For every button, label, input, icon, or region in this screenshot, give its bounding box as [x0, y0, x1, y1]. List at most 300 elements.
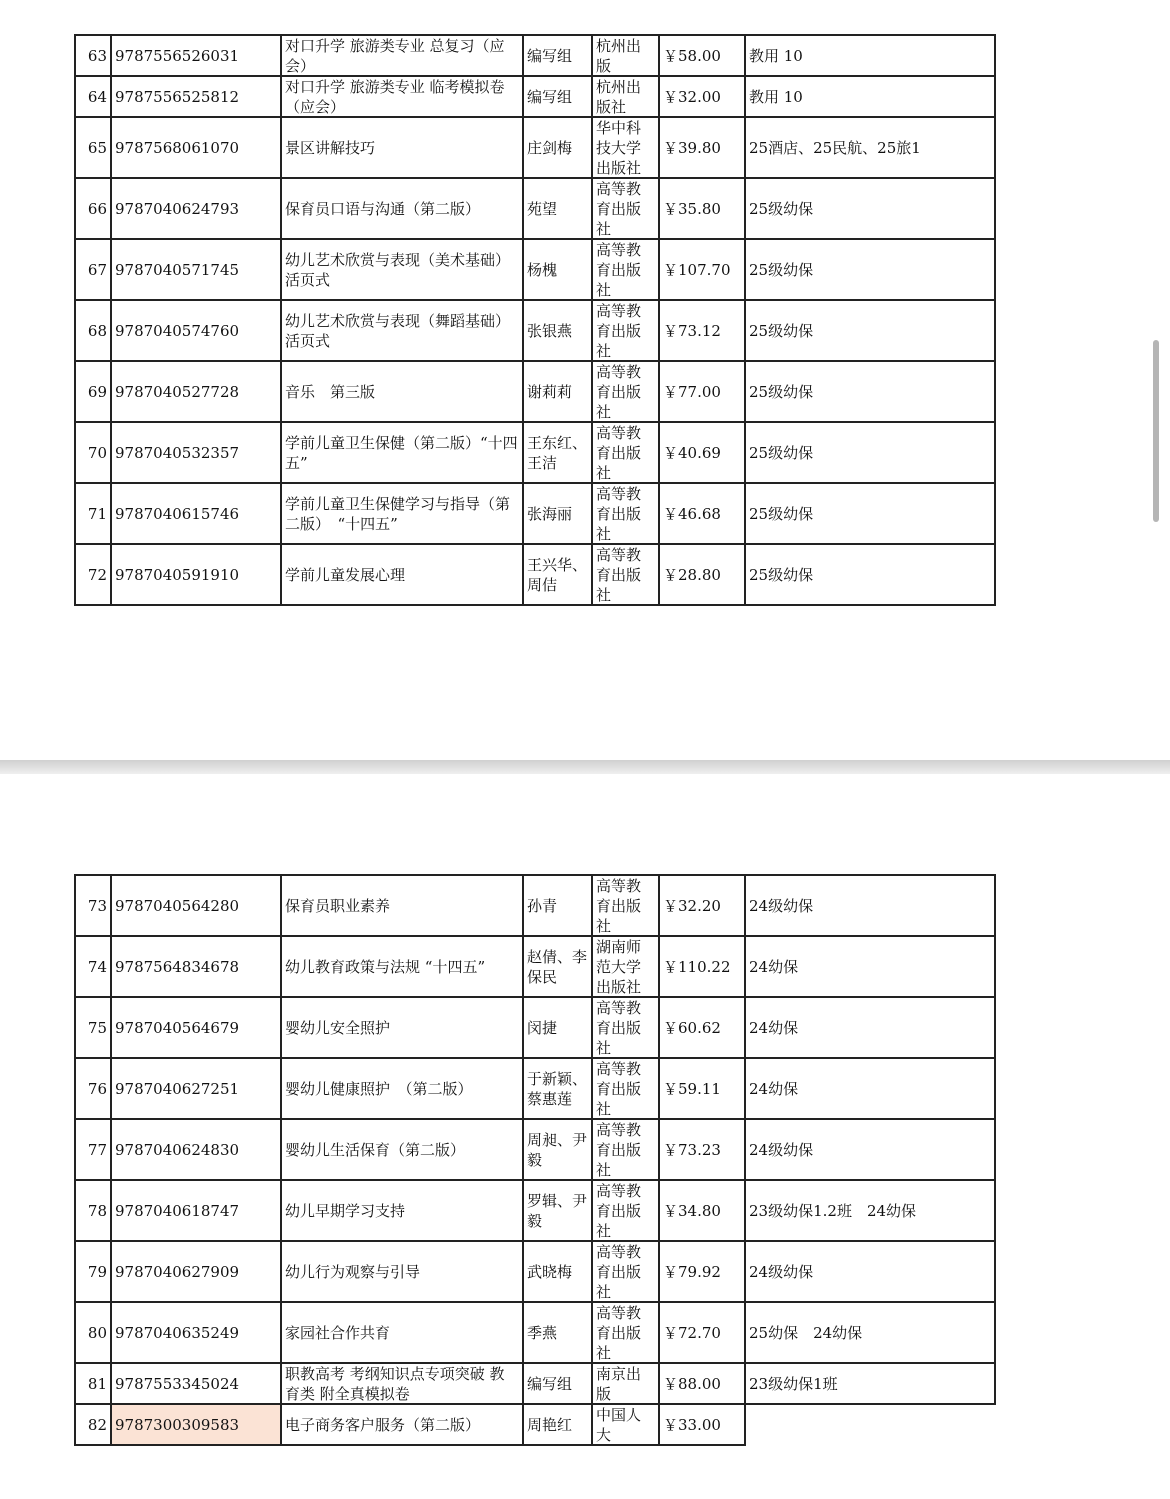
cell-publisher — [592, 239, 659, 300]
no-text: 78 — [87, 1201, 107, 1220]
note-text: 24幼保 — [749, 1018, 799, 1037]
cell-note — [745, 1302, 995, 1363]
cell-title — [281, 1058, 523, 1119]
cell-isbn — [111, 239, 281, 300]
cell-isbn — [111, 361, 281, 422]
price-text: ￥79.92 — [663, 1262, 721, 1281]
table-row — [75, 544, 995, 605]
table-row — [75, 178, 995, 239]
cell-author — [523, 875, 592, 936]
note-text: 24级幼保 — [749, 1140, 814, 1159]
author-text: 编写组 — [527, 1374, 573, 1393]
no-text: 72 — [87, 565, 107, 584]
cell-publisher — [592, 544, 659, 605]
cell-price — [659, 35, 745, 76]
cell-publisher — [592, 1241, 659, 1302]
cell-note — [745, 178, 995, 239]
cell-publisher — [592, 875, 659, 936]
cell-price — [659, 422, 745, 483]
cell-author — [523, 1302, 592, 1363]
cell-price — [659, 76, 745, 117]
cell-author — [523, 936, 592, 997]
note-text: 25级幼保 — [749, 565, 814, 584]
isbn-text: 9787040591910 — [115, 565, 240, 584]
isbn-text: 9787040627909 — [115, 1262, 240, 1281]
publisher-text: 高等教育出版社 — [596, 1304, 642, 1362]
author-text: 杨槐 — [527, 260, 558, 279]
table-row — [75, 483, 995, 544]
price-text: ￥39.80 — [663, 138, 721, 157]
cell-publisher — [592, 1404, 659, 1445]
cell-author — [523, 300, 592, 361]
isbn-text: 9787040527728 — [115, 382, 240, 401]
no-text: 64 — [87, 87, 107, 106]
no-text: 80 — [87, 1323, 107, 1342]
title-text: 对口升学 旅游类专业 临考模拟卷（应会） — [285, 78, 505, 116]
no-text: 74 — [87, 957, 107, 976]
cell-note — [745, 422, 995, 483]
cell-note — [745, 117, 995, 178]
note-text: 24级幼保 — [749, 896, 814, 915]
cell-author — [523, 1180, 592, 1241]
table-row — [75, 1404, 995, 1445]
cell-publisher — [592, 997, 659, 1058]
cell-note — [745, 361, 995, 422]
cell-note — [745, 1058, 995, 1119]
cell-no — [75, 1058, 111, 1119]
note-text: 教用 10 — [749, 46, 803, 65]
no-text: 81 — [87, 1374, 107, 1393]
cell-no — [75, 1241, 111, 1302]
table-row — [75, 300, 995, 361]
author-text: 庄剑梅 — [527, 138, 573, 157]
cell-note — [745, 300, 995, 361]
note-text: 25级幼保 — [749, 504, 814, 523]
isbn-text: 9787300309583 — [115, 1415, 240, 1434]
no-text: 70 — [87, 443, 107, 462]
no-text: 69 — [87, 382, 107, 401]
cell-no — [75, 997, 111, 1058]
price-text: ￥34.80 — [663, 1201, 721, 1220]
author-text: 编写组 — [527, 87, 573, 106]
title-text: 音乐 第三版 — [285, 382, 376, 401]
title-text: 景区讲解技巧 — [285, 138, 376, 157]
cell-author — [523, 1404, 592, 1445]
table-row — [75, 1058, 995, 1119]
cell-note — [745, 544, 995, 605]
page-separator — [0, 760, 1170, 774]
author-text: 罗辑、尹毅 — [527, 1191, 588, 1230]
note-text: 24幼保 — [749, 1079, 799, 1098]
cell-publisher — [592, 422, 659, 483]
cell-note — [745, 76, 995, 117]
author-text: 谢莉莉 — [527, 382, 573, 401]
cell-publisher — [592, 1058, 659, 1119]
cell-title — [281, 239, 523, 300]
publisher-text: 高等教育出版社 — [596, 1182, 642, 1240]
cell-title — [281, 76, 523, 117]
cell-title — [281, 1119, 523, 1180]
isbn-text: 9787040615746 — [115, 504, 240, 523]
price-text: ￥33.00 — [663, 1415, 721, 1434]
cell-publisher — [592, 483, 659, 544]
cell-author — [523, 1241, 592, 1302]
table-row — [75, 997, 995, 1058]
cell-title — [281, 1180, 523, 1241]
cell-isbn — [111, 1363, 281, 1404]
table-row — [75, 1180, 995, 1241]
cell-isbn — [111, 1058, 281, 1119]
author-text: 编写组 — [527, 46, 573, 65]
isbn-text: 9787553345024 — [115, 1374, 240, 1393]
publisher-text: 高等教育出版社 — [596, 1060, 642, 1118]
cell-no — [75, 483, 111, 544]
price-text: ￥77.00 — [663, 382, 721, 401]
cell-price — [659, 1180, 745, 1241]
cell-isbn — [111, 300, 281, 361]
cell-title — [281, 117, 523, 178]
author-text: 张海丽 — [527, 504, 573, 523]
cell-title — [281, 483, 523, 544]
author-text: 张银燕 — [527, 321, 573, 340]
title-text: 婴幼儿健康照护 （第二版） — [285, 1079, 473, 1098]
cell-note — [745, 997, 995, 1058]
cell-isbn — [111, 1119, 281, 1180]
cell-isbn — [111, 35, 281, 76]
cell-no — [75, 1404, 111, 1445]
cell-author — [523, 544, 592, 605]
cell-title — [281, 361, 523, 422]
cell-note — [745, 1119, 995, 1180]
cell-author — [523, 1119, 592, 1180]
price-text: ￥59.11 — [663, 1079, 721, 1098]
table-row — [75, 76, 995, 117]
price-text: ￥107.70 — [663, 260, 731, 279]
cell-publisher — [592, 1180, 659, 1241]
price-text: ￥88.00 — [663, 1374, 721, 1393]
author-text: 周昶、尹毅 — [527, 1130, 588, 1169]
cell-no — [75, 1180, 111, 1241]
author-text: 季燕 — [527, 1323, 558, 1342]
cell-isbn — [111, 422, 281, 483]
cell-no — [75, 422, 111, 483]
cell-title — [281, 997, 523, 1058]
cell-author — [523, 997, 592, 1058]
book-list-table-1 — [74, 34, 996, 606]
note-text: 24幼保 — [749, 957, 799, 976]
cell-publisher — [592, 1363, 659, 1404]
cell-title — [281, 544, 523, 605]
cell-publisher — [592, 361, 659, 422]
cell-publisher — [592, 300, 659, 361]
title-text: 学前儿童发展心理 — [285, 565, 406, 584]
publisher-text: 华中科技大学出版社 — [596, 119, 642, 177]
note-text: 23级幼保1.2班 24幼保 — [749, 1201, 917, 1220]
no-text: 67 — [87, 260, 107, 279]
cell-isbn — [111, 1302, 281, 1363]
cell-author — [523, 483, 592, 544]
author-text: 武晓梅 — [527, 1262, 573, 1281]
cell-price — [659, 483, 745, 544]
no-text: 68 — [87, 321, 107, 340]
cell-price — [659, 1241, 745, 1302]
no-text: 73 — [87, 896, 107, 915]
cell-author — [523, 178, 592, 239]
isbn-text: 9787040627251 — [115, 1079, 240, 1098]
author-text: 周艳红 — [527, 1415, 573, 1434]
cell-note — [745, 875, 995, 936]
note-text: 25幼保 24幼保 — [749, 1323, 863, 1342]
isbn-text: 9787040618747 — [115, 1201, 240, 1220]
cell-isbn — [111, 1404, 281, 1445]
title-text: 幼儿教育政策与法规 “十四五” — [285, 957, 486, 976]
table-row — [75, 35, 995, 76]
publisher-text: 高等教育出版社 — [596, 302, 642, 360]
publisher-text: 南京出版 — [596, 1365, 642, 1403]
cell-title — [281, 300, 523, 361]
author-text: 于新颖、蔡惠莲 — [527, 1069, 588, 1108]
price-text: ￥110.22 — [663, 957, 731, 976]
cell-no — [75, 1302, 111, 1363]
title-text: 幼儿行为观察与引导 — [285, 1262, 421, 1281]
cell-no — [75, 544, 111, 605]
cell-no — [75, 936, 111, 997]
no-text: 71 — [87, 504, 107, 523]
publisher-text: 高等教育出版社 — [596, 546, 642, 604]
title-text: 保育员职业素养 — [285, 896, 391, 915]
cell-note — [745, 1241, 995, 1302]
isbn-text: 9787568061070 — [115, 138, 240, 157]
cell-publisher — [592, 35, 659, 76]
no-text: 76 — [87, 1079, 107, 1098]
table-row — [75, 361, 995, 422]
publisher-text: 高等教育出版社 — [596, 1121, 642, 1179]
title-text: 幼儿艺术欣赏与表现（舞蹈基础）活页式 — [285, 311, 511, 350]
publisher-text: 高等教育出版社 — [596, 485, 642, 543]
note-text: 23级幼保1班 — [749, 1374, 838, 1393]
cell-price — [659, 117, 745, 178]
no-text: 79 — [87, 1262, 107, 1281]
price-text: ￥58.00 — [663, 46, 721, 65]
cell-isbn — [111, 1241, 281, 1302]
cell-title — [281, 1241, 523, 1302]
note-text: 24级幼保 — [749, 1262, 814, 1281]
title-text: 学前儿童卫生保健学习与指导（第二版） “十四五” — [285, 494, 511, 533]
cell-title — [281, 422, 523, 483]
cell-no — [75, 76, 111, 117]
publisher-text: 高等教育出版社 — [596, 363, 642, 421]
cell-title — [281, 936, 523, 997]
cell-author — [523, 35, 592, 76]
book-list-table-2 — [74, 874, 996, 1446]
title-text: 婴幼儿安全照护 — [285, 1018, 391, 1037]
cell-isbn — [111, 76, 281, 117]
note-text: 25级幼保 — [749, 382, 814, 401]
price-text: ￥73.23 — [663, 1140, 721, 1159]
cell-price — [659, 1119, 745, 1180]
cell-publisher — [592, 117, 659, 178]
cell-author — [523, 1363, 592, 1404]
isbn-text: 9787040564679 — [115, 1018, 240, 1037]
table-row — [75, 117, 995, 178]
publisher-text: 中国人大 — [596, 1406, 642, 1444]
title-text: 家园社合作共育 — [285, 1323, 391, 1342]
note-text: 25酒店、25民航、25旅1 — [749, 138, 921, 157]
cell-publisher — [592, 76, 659, 117]
cell-no — [75, 35, 111, 76]
cell-note — [745, 1404, 995, 1445]
cell-no — [75, 117, 111, 178]
cell-price — [659, 361, 745, 422]
publisher-text: 湖南师范大学出版社 — [596, 938, 642, 996]
cell-price — [659, 1363, 745, 1404]
cell-title — [281, 875, 523, 936]
cell-price — [659, 300, 745, 361]
isbn-text: 9787564834678 — [115, 957, 240, 976]
price-text: ￥60.62 — [663, 1018, 721, 1037]
title-text: 电子商务客户服务（第二版） — [285, 1415, 481, 1434]
no-text: 65 — [87, 138, 107, 157]
note-text: 25级幼保 — [749, 443, 814, 462]
cell-isbn — [111, 997, 281, 1058]
cell-author — [523, 239, 592, 300]
cell-publisher — [592, 1119, 659, 1180]
cell-price — [659, 1058, 745, 1119]
price-text: ￥32.00 — [663, 87, 721, 106]
price-text: ￥28.80 — [663, 565, 721, 584]
cell-title — [281, 35, 523, 76]
cell-isbn — [111, 875, 281, 936]
isbn-text: 9787556525812 — [115, 87, 240, 106]
isbn-text: 9787040574760 — [115, 321, 240, 340]
cell-no — [75, 361, 111, 422]
cell-author — [523, 361, 592, 422]
cell-isbn — [111, 117, 281, 178]
publisher-text: 高等教育出版社 — [596, 180, 642, 238]
cell-no — [75, 875, 111, 936]
cell-title — [281, 178, 523, 239]
table-row — [75, 1363, 995, 1404]
cell-publisher — [592, 178, 659, 239]
cell-author — [523, 76, 592, 117]
no-text: 66 — [87, 199, 107, 218]
price-text: ￥46.68 — [663, 504, 721, 523]
cell-title — [281, 1363, 523, 1404]
cell-isbn — [111, 178, 281, 239]
author-text: 王东红、王洁 — [527, 433, 588, 472]
price-text: ￥35.80 — [663, 199, 721, 218]
cell-title — [281, 1404, 523, 1445]
cell-isbn — [111, 483, 281, 544]
cell-no — [75, 1119, 111, 1180]
cell-note — [745, 1363, 995, 1404]
price-text: ￥73.12 — [663, 321, 721, 340]
cell-price — [659, 239, 745, 300]
no-text: 82 — [87, 1415, 107, 1434]
publisher-text: 杭州出版 — [596, 37, 642, 75]
isbn-text: 9787556526031 — [115, 46, 240, 65]
table-row — [75, 239, 995, 300]
cell-no — [75, 1363, 111, 1404]
cell-price — [659, 997, 745, 1058]
publisher-text: 高等教育出版社 — [596, 877, 642, 935]
cell-note — [745, 483, 995, 544]
cell-price — [659, 936, 745, 997]
no-text: 75 — [87, 1018, 107, 1037]
author-text: 王兴华、周佶 — [527, 555, 588, 594]
title-text: 对口升学 旅游类专业 总复习（应会） — [285, 37, 505, 75]
author-text: 苑望 — [527, 199, 558, 218]
publisher-text: 高等教育出版社 — [596, 1243, 642, 1301]
isbn-text: 9787040571745 — [115, 260, 240, 279]
cell-price — [659, 178, 745, 239]
cell-author — [523, 422, 592, 483]
note-text: 25级幼保 — [749, 321, 814, 340]
title-text: 幼儿艺术欣赏与表现（美术基础）活页式 — [285, 250, 511, 289]
table-row — [75, 1302, 995, 1363]
author-text: 闵捷 — [527, 1018, 558, 1037]
cell-publisher — [592, 936, 659, 997]
price-text: ￥40.69 — [663, 443, 721, 462]
note-text: 教用 10 — [749, 87, 803, 106]
cell-isbn — [111, 936, 281, 997]
table-row — [75, 422, 995, 483]
price-text: ￥32.20 — [663, 896, 721, 915]
cell-author — [523, 1058, 592, 1119]
cell-note — [745, 239, 995, 300]
title-text: 学前儿童卫生保健（第二版）“十四五” — [285, 433, 518, 472]
cell-price — [659, 1302, 745, 1363]
cell-isbn — [111, 1180, 281, 1241]
cell-price — [659, 875, 745, 936]
publisher-text: 杭州出版社 — [596, 78, 642, 116]
scrollbar-thumb[interactable] — [1153, 340, 1159, 522]
isbn-text: 9787040635249 — [115, 1323, 240, 1342]
cell-note — [745, 936, 995, 997]
publisher-text: 高等教育出版社 — [596, 424, 642, 482]
table-row — [75, 875, 995, 936]
title-text: 幼儿早期学习支持 — [285, 1201, 406, 1220]
cell-no — [75, 178, 111, 239]
publisher-text: 高等教育出版社 — [596, 241, 642, 299]
isbn-text: 9787040624793 — [115, 199, 240, 218]
table-row — [75, 1119, 995, 1180]
cell-price — [659, 1404, 745, 1445]
cell-title — [281, 1302, 523, 1363]
cell-price — [659, 544, 745, 605]
isbn-text: 9787040564280 — [115, 896, 240, 915]
cell-author — [523, 117, 592, 178]
cell-note — [745, 35, 995, 76]
author-text: 赵倩、李保民 — [527, 947, 588, 986]
no-text: 77 — [87, 1140, 107, 1159]
cell-note — [745, 1180, 995, 1241]
publisher-text: 高等教育出版社 — [596, 999, 642, 1057]
no-text: 63 — [87, 46, 107, 65]
cell-no — [75, 300, 111, 361]
table-row — [75, 936, 995, 997]
isbn-text: 9787040624830 — [115, 1140, 240, 1159]
title-text: 职教高考 考纲知识点专项突破 教育类 附全真模拟卷 — [285, 1365, 505, 1403]
price-text: ￥72.70 — [663, 1323, 721, 1342]
table-row — [75, 1241, 995, 1302]
author-text: 孙青 — [527, 896, 558, 915]
cell-publisher — [592, 1302, 659, 1363]
note-text: 25级幼保 — [749, 260, 814, 279]
title-text: 保育员口语与沟通（第二版） — [285, 199, 481, 218]
cell-isbn — [111, 544, 281, 605]
title-text: 婴幼儿生活保育（第二版） — [285, 1140, 466, 1159]
